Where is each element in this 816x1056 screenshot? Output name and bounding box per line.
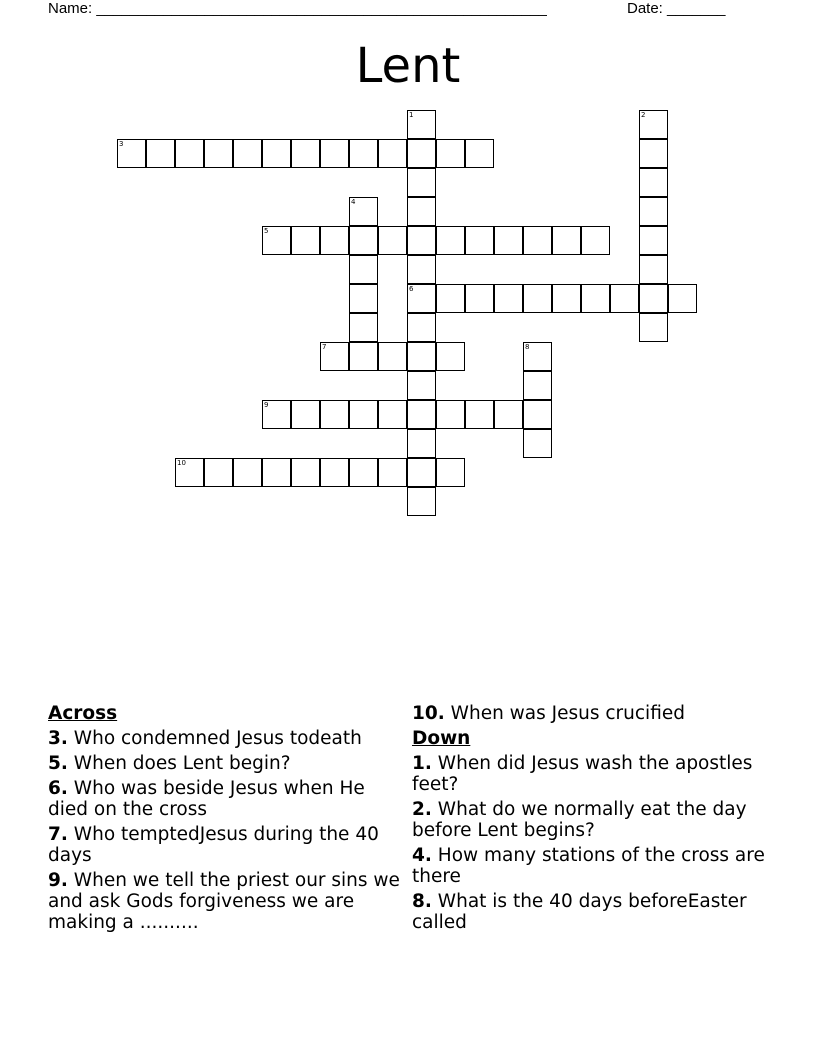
clue-across-7 (48, 824, 408, 866)
grid-cell[interactable] (378, 342, 407, 371)
grid-cell[interactable] (349, 313, 378, 342)
grid-cell[interactable] (436, 226, 465, 255)
grid-cell[interactable] (552, 284, 581, 313)
clue-number: 7. (48, 824, 68, 845)
grid-cell[interactable] (262, 458, 291, 487)
clues-right-column (412, 703, 772, 937)
grid-cell[interactable] (378, 226, 407, 255)
clue-down-2 (412, 799, 772, 841)
grid-cell[interactable] (407, 110, 436, 139)
grid-cell[interactable] (349, 400, 378, 429)
grid-cell[interactable] (378, 139, 407, 168)
clue-across-3 (48, 728, 408, 749)
grid-cell[interactable] (349, 458, 378, 487)
grid-cell[interactable] (523, 342, 552, 371)
grid-cell[interactable] (523, 284, 552, 313)
clue-down-4 (412, 845, 772, 887)
clue-text: How many stations of the cross are there (412, 845, 765, 887)
grid-cell[interactable] (349, 284, 378, 313)
grid-cell[interactable] (407, 313, 436, 342)
grid-cell[interactable] (494, 400, 523, 429)
cell-number: 7 (322, 343, 327, 351)
date-field[interactable]: Date: _______ (627, 0, 726, 17)
grid-cell[interactable] (407, 255, 436, 284)
clue-down-1 (412, 753, 772, 795)
grid-cell[interactable] (436, 284, 465, 313)
grid-cell[interactable] (175, 139, 204, 168)
grid-cell[interactable] (320, 226, 349, 255)
grid-cell[interactable] (407, 400, 436, 429)
clue-number: 10. (412, 703, 445, 724)
cell-number: 8 (525, 343, 530, 351)
clue-text: What is the 40 days beforeEaster called (412, 891, 747, 933)
grid-cell[interactable] (291, 400, 320, 429)
clue-number: 2. (412, 799, 432, 820)
grid-cell[interactable] (349, 342, 378, 371)
grid-cell[interactable] (407, 284, 436, 313)
grid-cell[interactable] (378, 400, 407, 429)
page-title: Lent (355, 38, 461, 94)
cell-number: 2 (641, 111, 646, 119)
grid-cell[interactable] (291, 139, 320, 168)
clue-across-5 (48, 753, 408, 774)
clue-text: Who temptedJesus during the 40 days (48, 824, 379, 866)
grid-cell[interactable] (407, 458, 436, 487)
clue-text: Who condemned Jesus todeath (73, 728, 362, 749)
cell-number: 5 (264, 227, 269, 235)
clue-text: When we tell the priest our sins we and ask Gods forgiveness we are making a .......... (48, 870, 400, 933)
clue-across-10 (412, 703, 772, 724)
grid-cell[interactable] (175, 458, 204, 487)
clue-number: 9. (48, 870, 68, 891)
grid-cell[interactable] (581, 226, 610, 255)
grid-cell[interactable] (407, 226, 436, 255)
grid-cell[interactable] (639, 110, 668, 139)
grid-cell[interactable] (378, 458, 407, 487)
clue-number: 8. (412, 891, 432, 912)
grid-cell[interactable] (436, 342, 465, 371)
clue-number: 6. (48, 778, 68, 799)
grid-cell[interactable] (407, 487, 436, 516)
grid-cell[interactable] (465, 400, 494, 429)
grid-cell[interactable] (639, 139, 668, 168)
clue-down-8 (412, 891, 772, 933)
clue-across-6 (48, 778, 408, 820)
grid-cell[interactable] (436, 139, 465, 168)
down-heading: Down (412, 728, 471, 749)
grid-cell[interactable] (639, 284, 668, 313)
grid-cell[interactable] (233, 139, 262, 168)
clue-text: When did Jesus wash the apostles feet? (412, 753, 753, 795)
grid-cell[interactable] (117, 139, 146, 168)
clue-number: 3. (48, 728, 68, 749)
grid-cell[interactable] (146, 139, 175, 168)
grid-cell[interactable] (320, 342, 349, 371)
grid-cell[interactable] (523, 429, 552, 458)
name-field[interactable]: Name: ______________________________________________________ (48, 0, 547, 17)
grid-cell[interactable] (320, 139, 349, 168)
grid-cell[interactable] (639, 313, 668, 342)
grid-cell[interactable] (610, 284, 639, 313)
grid-cell[interactable] (494, 284, 523, 313)
grid-cell[interactable] (204, 139, 233, 168)
cell-number: 3 (119, 140, 124, 148)
grid-cell[interactable] (407, 139, 436, 168)
grid-cell[interactable] (291, 458, 320, 487)
grid-cell[interactable] (407, 371, 436, 400)
grid-cell[interactable] (465, 226, 494, 255)
grid-cell[interactable] (436, 458, 465, 487)
cell-number: 1 (409, 111, 414, 119)
clue-text: Who was beside Jesus when He died on the cross (48, 778, 365, 820)
clue-text: What do we normally eat the day before Lent begins? (412, 799, 747, 841)
grid-cell[interactable] (523, 371, 552, 400)
clue-number: 1. (412, 753, 432, 774)
grid-cell[interactable] (233, 458, 262, 487)
grid-cell[interactable] (349, 139, 378, 168)
grid-cell[interactable] (262, 226, 291, 255)
cell-number: 6 (409, 285, 414, 293)
grid-cell[interactable] (639, 168, 668, 197)
cell-number: 10 (177, 459, 186, 467)
grid-cell[interactable] (407, 429, 436, 458)
grid-cell[interactable] (349, 197, 378, 226)
clue-text: When does Lent begin? (73, 753, 291, 774)
grid-cell[interactable] (494, 226, 523, 255)
clue-number: 5. (48, 753, 68, 774)
grid-cell[interactable] (320, 400, 349, 429)
grid-cell[interactable] (639, 197, 668, 226)
grid-cell[interactable] (465, 139, 494, 168)
grid-cell[interactable] (465, 284, 494, 313)
grid-cell[interactable] (639, 226, 668, 255)
clues-left-column (48, 703, 408, 937)
grid-cell[interactable] (204, 458, 233, 487)
grid-cell[interactable] (291, 226, 320, 255)
clue-text: When was Jesus crucified (450, 703, 685, 724)
grid-cell[interactable] (407, 197, 436, 226)
grid-cell[interactable] (523, 400, 552, 429)
grid-cell[interactable] (436, 400, 465, 429)
clue-number: 4. (412, 845, 432, 866)
grid-cell[interactable] (349, 226, 378, 255)
grid-cell[interactable] (262, 400, 291, 429)
grid-cell[interactable] (407, 342, 436, 371)
cell-number: 9 (264, 401, 269, 409)
grid-cell[interactable] (581, 284, 610, 313)
grid-cell[interactable] (552, 226, 581, 255)
grid-cell[interactable] (407, 168, 436, 197)
grid-cell[interactable] (523, 226, 552, 255)
cell-number: 4 (351, 198, 356, 206)
grid-cell[interactable] (262, 139, 291, 168)
grid-cell[interactable] (320, 458, 349, 487)
grid-cell[interactable] (639, 255, 668, 284)
grid-cell[interactable] (349, 255, 378, 284)
across-heading: Across (48, 703, 118, 724)
grid-cell[interactable] (668, 284, 697, 313)
clue-across-9 (48, 870, 408, 933)
